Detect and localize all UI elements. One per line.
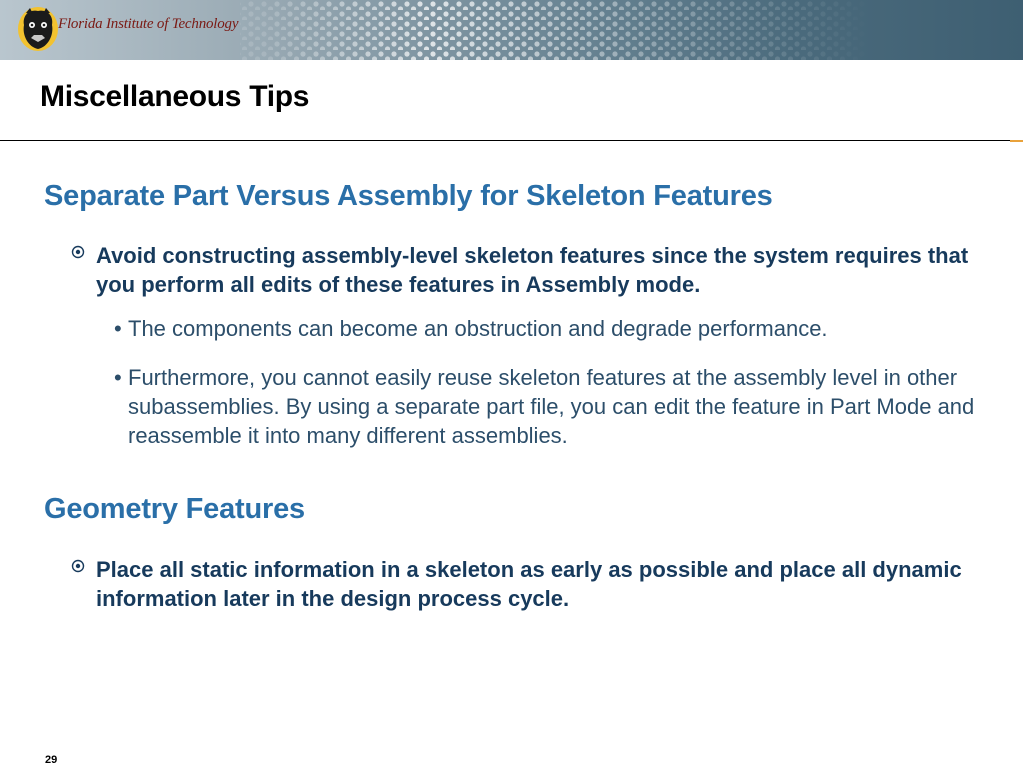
circled-dot-bullet-icon	[71, 245, 85, 259]
bullet-item	[71, 241, 971, 299]
bullet-item	[71, 555, 971, 613]
sub-bullet-text: The components can become an obstruction and degrade performance.	[128, 316, 828, 341]
bullet-text: Place all static information in a skeleton as early as possible and place all dynamic information later in the design process cycle.	[96, 557, 962, 611]
section-heading-skeleton: Separate Part Versus Assembly for Skeleton Features	[44, 180, 773, 212]
circled-dot-bullet-icon	[71, 559, 85, 573]
slide-title: Miscellaneous Tips	[40, 80, 310, 113]
bullet-text: Avoid constructing assembly-level skeleton features since the system requires that you perform all edits of these features in Assembly mode.	[96, 243, 969, 297]
title-divider-accent	[1010, 140, 1023, 142]
sub-bullet-item	[114, 314, 994, 343]
header-banner	[0, 0, 1023, 60]
sub-bullet-glyph: •	[114, 365, 122, 390]
panther-mascot-icon	[16, 5, 60, 53]
title-divider	[0, 140, 1010, 141]
section-heading-geometry: Geometry Features	[44, 493, 305, 525]
sub-bullet-glyph: •	[114, 316, 122, 341]
sub-bullet-item	[114, 363, 994, 450]
sub-bullet-text: Furthermore, you cannot easily reuse skeleton features at the assembly level in other subassemblies. By using a separate part file, you can edit the feature in Part Mode and reassemble it into many different assemblies.	[128, 365, 975, 448]
institution-name: Florida Institute of Technology	[58, 16, 239, 32]
page-number: 29	[45, 754, 58, 766]
